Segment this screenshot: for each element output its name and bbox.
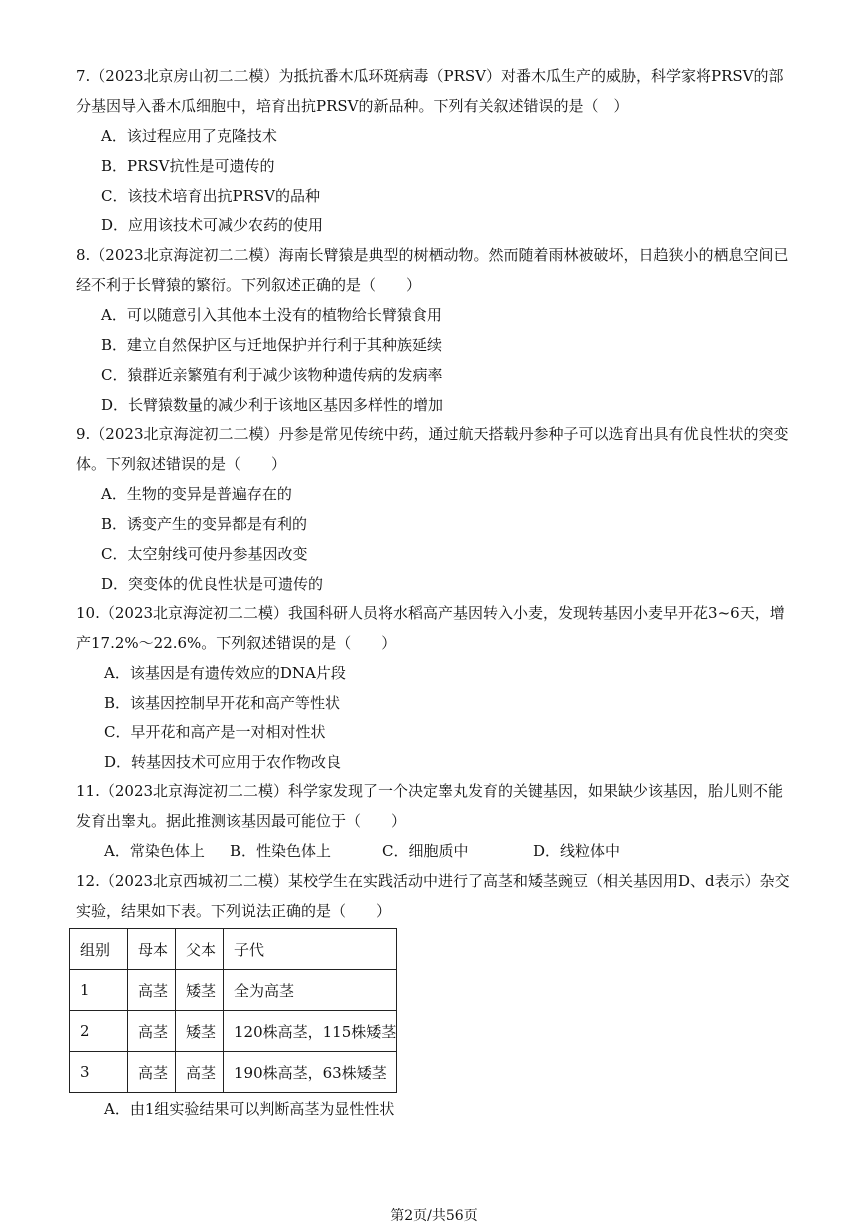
question-9-option-c: C．太空射线可使丹参基因改变: [101, 545, 308, 563]
table-cell: 高茎: [128, 1052, 176, 1093]
question-9-option-d: D．突变体的优良性状是可遗传的: [101, 575, 324, 593]
question-12-option-a: A．由1组实验结果可以判断高茎为显性性状: [104, 1100, 395, 1118]
table-cell: 全为高茎: [224, 970, 397, 1011]
table-cell: 高茎: [128, 1011, 176, 1052]
question-10-option-b: B．该基因控制早开花和高产等性状: [104, 694, 341, 712]
question-10-option-d: D．转基因技术可应用于农作物改良: [104, 753, 342, 771]
question-8-stem: 8.（2023北京海淀初二二模）海南长臂猿是典型的树栖动物。然而随着雨林被破坏，日趋狭小的栖息空间已经不利于长臂猿的繁衍。下列叙述正确的是（ ）: [76, 246, 789, 294]
table-cell: 矮茎: [176, 1011, 224, 1052]
question-11-option-d: D．线粒体中: [533, 842, 621, 860]
cross-results-table: [69, 928, 397, 1093]
question-7-option-b: B．PRSV抗性是可遗传的: [101, 157, 275, 175]
table-cell: 120株高茎，115株矮茎: [224, 1011, 397, 1052]
table-cell: 矮茎: [176, 970, 224, 1011]
question-11-option-a: A．常染色体上: [104, 842, 205, 860]
table-header-cell: 组别: [70, 929, 128, 970]
question-11-stem: 11.（2023北京海淀初二二模）科学家发现了一个决定睾丸发育的关键基因，如果缺少该基因，胎儿则不能发育出睾丸。据此推测该基因最可能位于（ ）: [76, 782, 784, 830]
question-7-option-d: D．应用该技术可减少农药的使用: [101, 216, 324, 234]
table-header-cell: 父本: [176, 929, 224, 970]
question-8-option-d: D．长臂猿数量的减少利于该地区基因多样性的增加: [101, 396, 444, 414]
table-cell: 190株高茎，63株矮茎: [224, 1052, 397, 1093]
question-9-stem: 9.（2023北京海淀初二二模）丹参是常见传统中药，通过航天搭载丹参种子可以选育出具有优良性状的突变体。下列叙述错误的是（ ）: [76, 425, 789, 473]
table-row: [70, 1011, 397, 1052]
table-header-cell: 子代: [224, 929, 397, 970]
question-8-option-c: C．猿群近亲繁殖有利于减少该物种遗传病的发病率: [101, 366, 443, 384]
table-cell: 1: [70, 970, 128, 1011]
table-cell: 高茎: [176, 1052, 224, 1093]
table-cell: 2: [70, 1011, 128, 1052]
question-12-stem: 12.（2023北京西城初二二模）某校学生在实践活动中进行了高茎和矮茎豌豆（相关基因用D、d表示）杂交实验，结果如下表。下列说法正确的是（ ）: [76, 872, 790, 920]
question-10-option-a: A．该基因是有遗传效应的DNA片段: [104, 664, 346, 682]
table-cell: 3: [70, 1052, 128, 1093]
question-11-option-c: C．细胞质中: [382, 842, 469, 860]
question-10-option-c: C．早开花和高产是一对相对性状: [104, 723, 326, 741]
question-8-option-b: B．建立自然保护区与迁地保护并行利于其种族延续: [101, 336, 443, 354]
page-number-footer: 第2页/共56页: [390, 1208, 478, 1224]
table-row: [70, 1052, 397, 1093]
table-header-cell: 母本: [128, 929, 176, 970]
question-9-option-b: B．诱变产生的变异都是有利的: [101, 515, 308, 533]
question-10-stem: 10.（2023北京海淀初二二模）我国科研人员将水稻高产基因转入小麦，发现转基因小麦早开花3~6天，增产17.2%～22.6%。下列叙述错误的是（ ）: [76, 604, 785, 652]
question-7-stem: 7.（2023北京房山初二二模）为抵抗番木瓜环斑病毒（PRSV）对番木瓜生产的威胁，科学家将PRSV的部分基因导入番木瓜细胞中，培育出抗PRSV的新品种。下列有关叙述错误的是（ ）: [76, 67, 784, 115]
question-9-option-a: A．生物的变异是普遍存在的: [101, 485, 292, 503]
table-row: [70, 970, 397, 1011]
question-11-option-b: B．性染色体上: [230, 842, 332, 860]
question-8-option-a: A．可以随意引入其他本土没有的植物给长臂猿食用: [101, 306, 442, 324]
table-cell: 高茎: [128, 970, 176, 1011]
question-7-option-a: A．该过程应用了克隆技术: [101, 127, 277, 145]
question-7-option-c: C．该技术培育出抗PRSV的品种: [101, 187, 320, 205]
table-header-row: [70, 929, 397, 970]
